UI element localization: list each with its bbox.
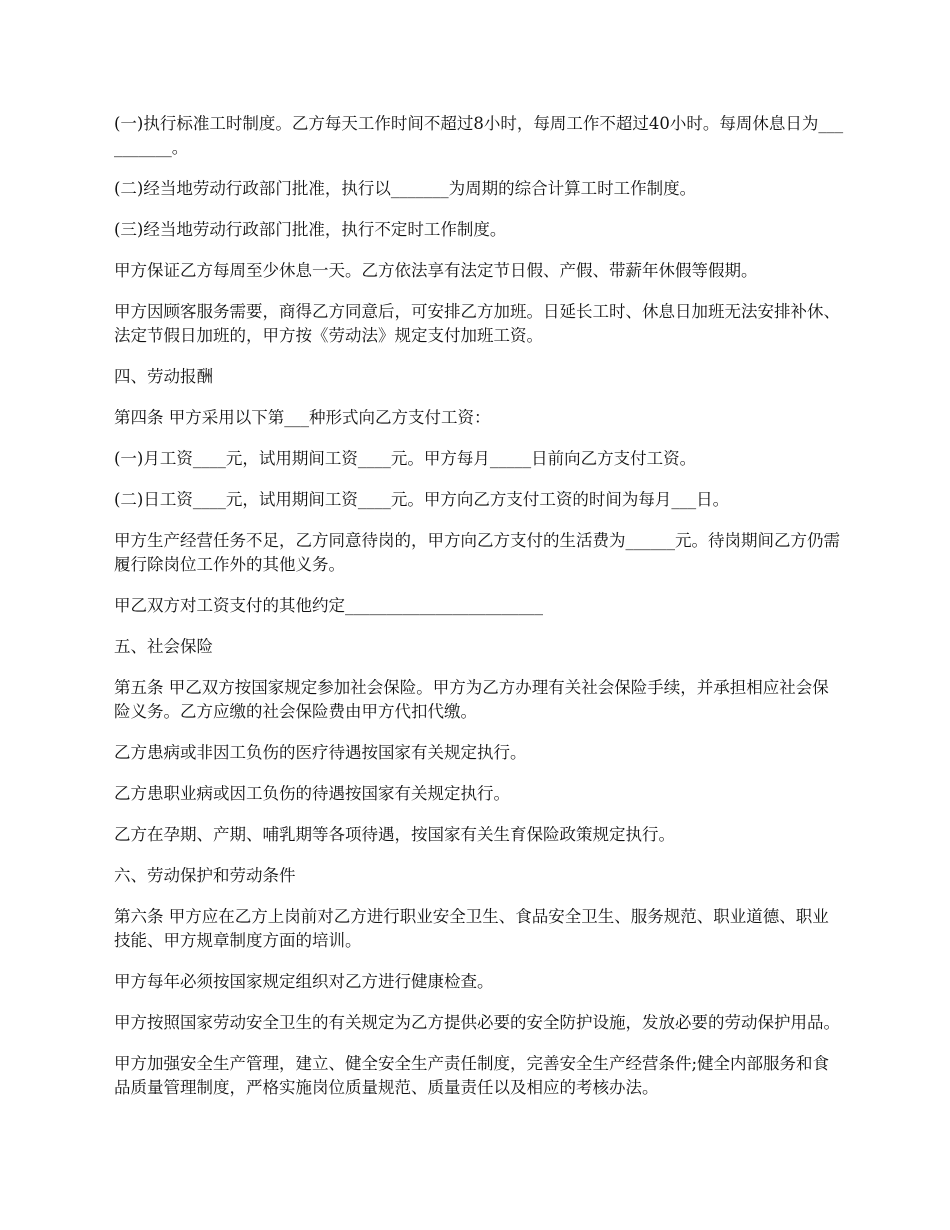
paragraph-daily-wage: (二)日工资____元，试用期间工资____元。甲方向乙方支付工资的时间为每月___日。 [114, 490, 730, 509]
paragraph-protective-equipment: 甲方按照国家劳动安全卫生的有关规定为乙方提供必要的安全防护设施，发放必要的劳动保护用品。 [114, 1013, 840, 1032]
paragraph-safety-management: 甲方加强安全生产管理，建立、健全安全生产责任制度，完善安全生产经营条件;健全内部服务和食品质量管理制度，严格实施岗位质量规范、质量责任以及相应的考核办法。 [114, 1054, 830, 1097]
paragraph-standby-allowance: 甲方生产经营任务不足，乙方同意待岗的，甲方向乙方支付的生活费为______元。待岗期间乙方仍需履行除岗位工作外的其他义务。 [114, 531, 840, 574]
paragraph-illness-treatment: 乙方患病或非因工负伤的医疗待遇按国家有关规定执行。 [114, 743, 527, 762]
section-heading-social-insurance: 五、社会保险 [114, 637, 213, 656]
paragraph-maternity: 乙方在孕期、产期、哺乳期等各项待遇，按国家有关生育保险政策规定执行。 [114, 825, 675, 844]
paragraph-rest-days: 甲方保证乙方每周至少休息一天。乙方依法享有法定节日假、产假、带薪年休假等假期。 [114, 261, 758, 280]
paragraph-article-six: 第六条 甲方应在乙方上岗前对乙方进行职业安全卫生、食品安全卫生、服务规范、职业道德、职业技能、甲方规章制度方面的培训。 [114, 907, 829, 950]
paragraph-work-hours-standard: (一)执行标准工时制度。乙方每天工作时间不超过8小时，每周工作不超过40小时。每周休息日为__________。 [114, 114, 844, 157]
document-body [114, 112, 844, 1117]
section-heading-labor-protection: 六、劳动保护和劳动条件 [114, 866, 296, 885]
paragraph-article-four: 第四条 甲方采用以下第___种形式向乙方支付工资： [114, 408, 491, 427]
paragraph-monthly-wage: (一)月工资____元，试用期间工资____元。甲方每月_____日前向乙方支付工资。 [114, 449, 697, 468]
paragraph-overtime: 甲方因顾客服务需要，商得乙方同意后，可安排乙方加班。日延长工时、休息日加班无法安排补休、法定节假日加班的，甲方按《劳动法》规定支付加班工资。 [114, 302, 840, 345]
paragraph-work-hours-comprehensive: (二)经当地劳动行政部门批准，执行以_______为周期的综合计算工时工作制度。 [114, 179, 697, 198]
section-heading-remuneration: 四、劳动报酬 [114, 367, 213, 386]
paragraph-occupational-injury: 乙方患职业病或因工负伤的待遇按国家有关规定执行。 [114, 784, 510, 803]
paragraph-work-hours-flexible: (三)经当地劳动行政部门批准，执行不定时工作制度。 [114, 220, 507, 239]
paragraph-other-wage-terms: 甲乙双方对工资支付的其他约定________________________ [114, 596, 543, 615]
paragraph-health-check: 甲方每年必须按国家规定组织对乙方进行健康检查。 [114, 972, 494, 991]
paragraph-article-five: 第五条 甲乙双方按国家规定参加社会保险。甲方为乙方办理有关社会保险手续，并承担相应社会保险义务。乙方应缴的社会保险费由甲方代扣代缴。 [114, 678, 829, 721]
